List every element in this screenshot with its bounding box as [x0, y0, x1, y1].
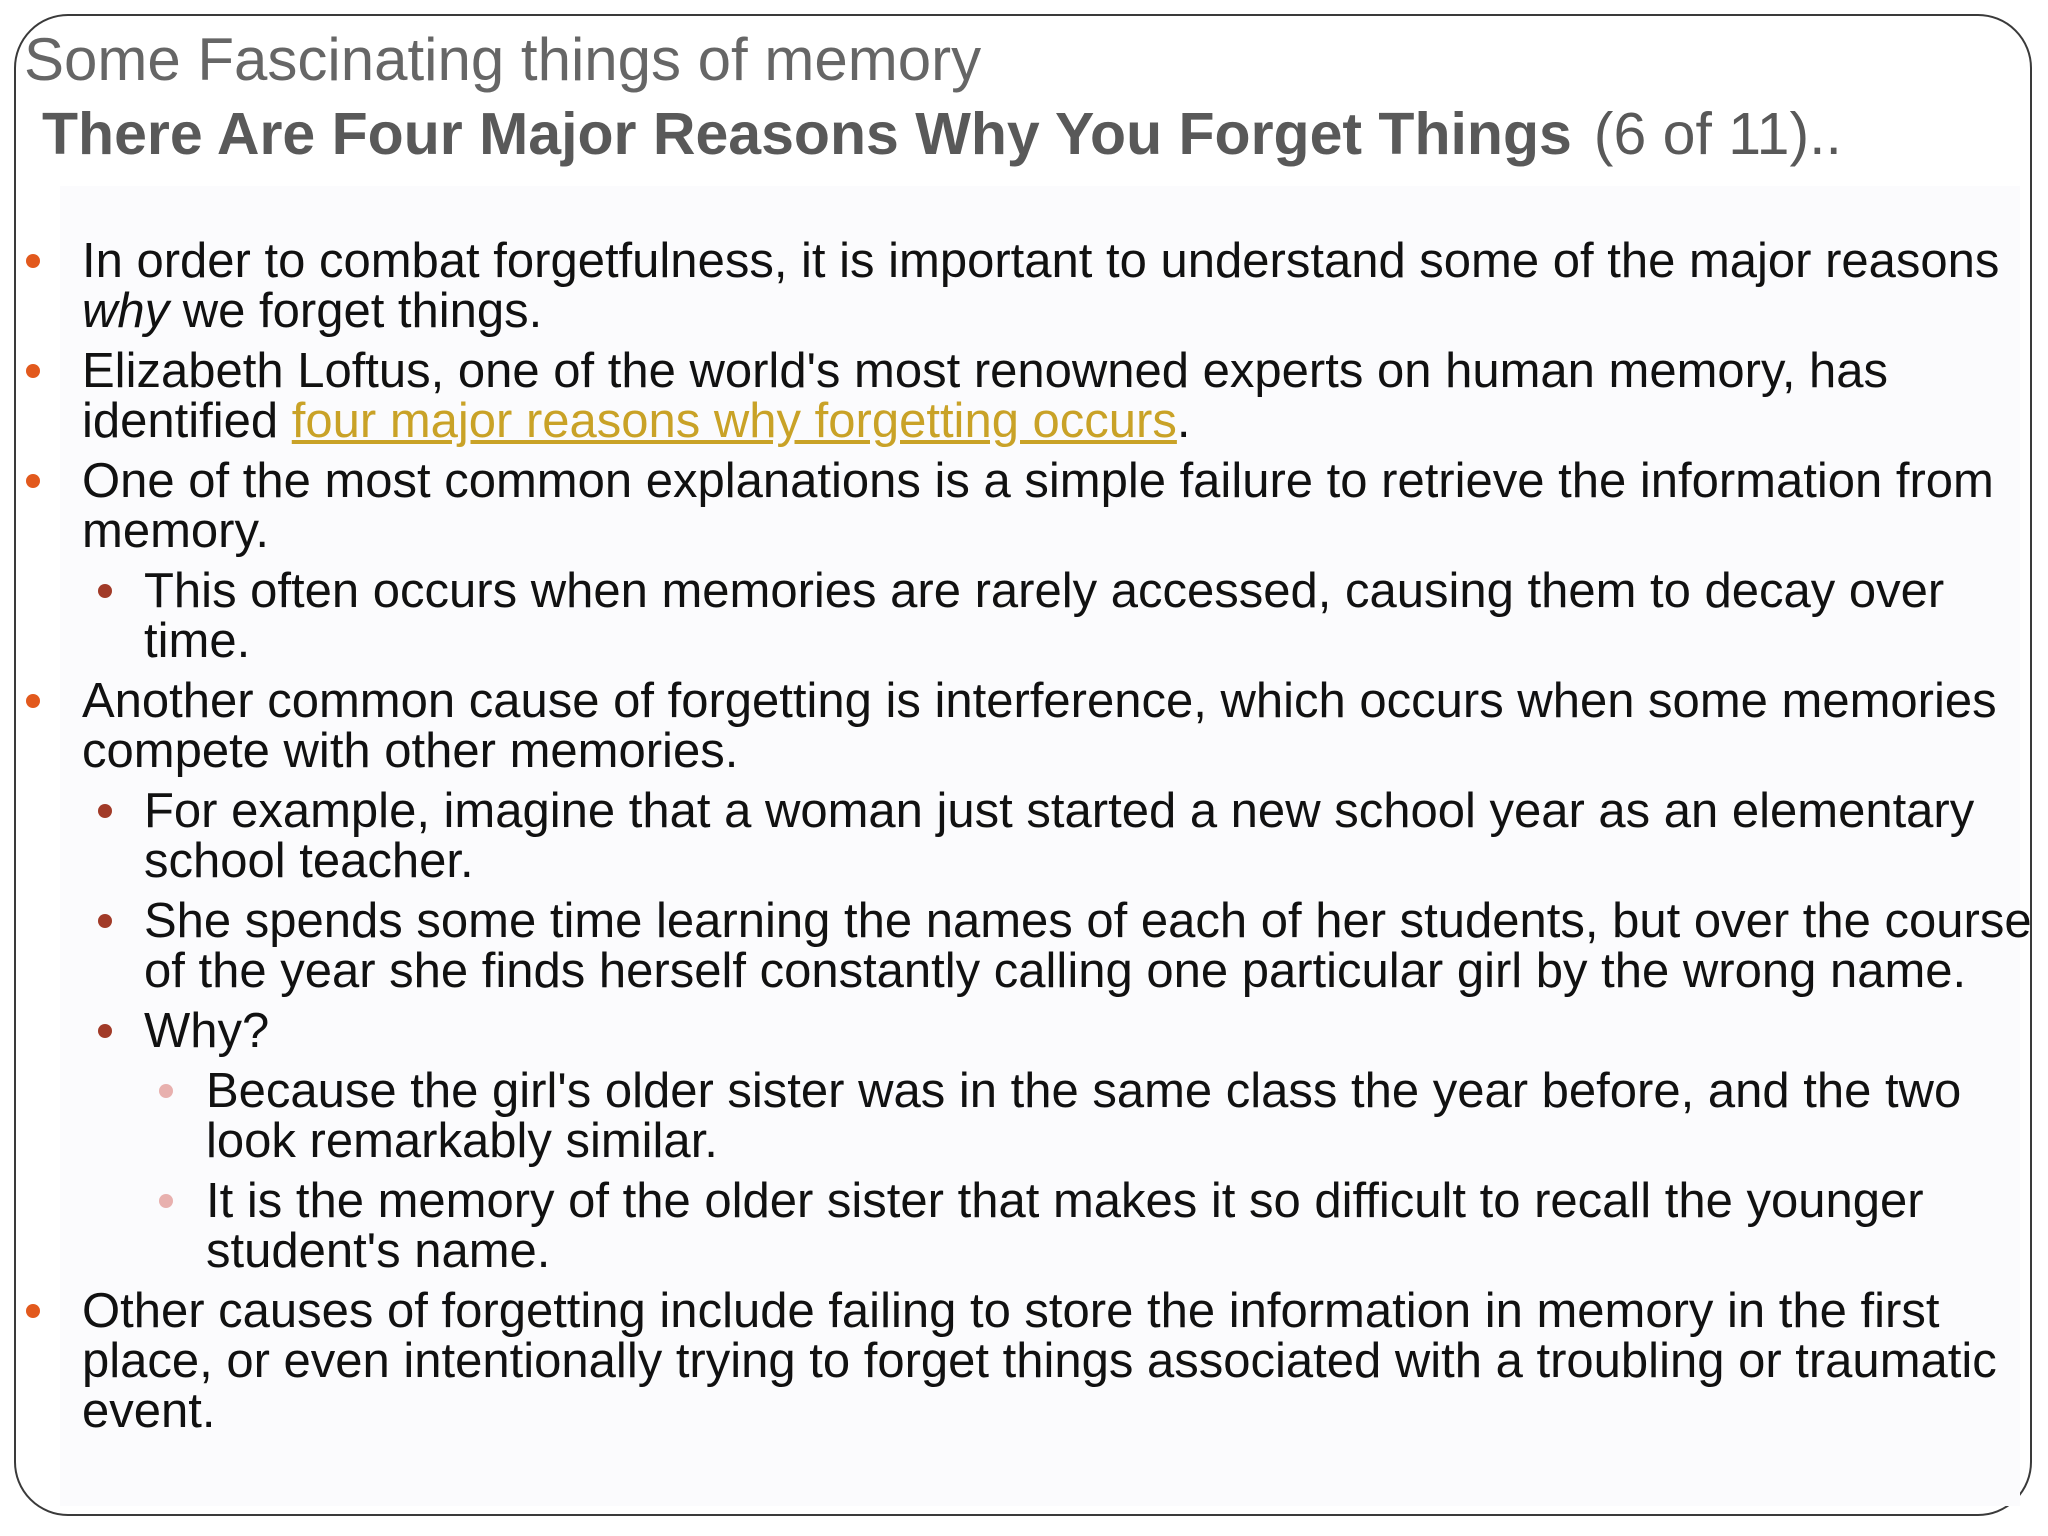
bullet-text: It is the memory of the older sister that makes it so difficult to recall the younger student's name. [206, 1174, 1924, 1278]
bullet-dot [26, 1304, 40, 1318]
bullet-text: Because the girl's older sister was in the same class the year before, and the two look remarkably similar. [206, 1064, 1962, 1168]
slide-title-text: There Are Four Major Reasons Why You Forget Things [42, 101, 1572, 167]
sub-bullet-item [0, 1006, 2048, 1056]
sub-bullet-item [0, 566, 2048, 666]
bullet-text: Why? [144, 1004, 270, 1058]
bullet-dot [26, 474, 40, 488]
bullet-item [0, 676, 2048, 776]
bullet-text: . [1176, 394, 1191, 448]
bullet-dot [26, 364, 40, 378]
slide-subtitle: Some Fascinating things of memory [24, 26, 982, 93]
sub-bullet-item [0, 786, 2048, 886]
forgetting-reasons-link[interactable]: four major reasons why forgetting occurs [291, 394, 1177, 448]
sub-sub-bullet-item [0, 1176, 2048, 1276]
bullet-dot [98, 1024, 112, 1038]
bullet-text: She spends some time learning the names of each of her students, but over the course of the year she finds herself constantly calling one particular girl by the wrong name. [144, 894, 2032, 998]
bullet-text: This often occurs when memories are rarely accessed, causing them to decay over time. [144, 564, 1945, 668]
sub-bullet-item [0, 896, 2048, 996]
bullet-text: In order to combat forgetfulness, it is important to understand some of the major reasons [82, 234, 2000, 288]
slide-page-count: (6 of 11).. [1593, 101, 1842, 167]
sub-sub-bullet-item [0, 1066, 2048, 1166]
bullet-item [0, 346, 2048, 446]
bullet-item [0, 1286, 2048, 1436]
bullet-dot [98, 804, 112, 818]
bullet-list [0, 236, 2048, 1446]
bullet-dot [159, 1084, 173, 1098]
bullet-text: Other causes of forgetting include failing to store the information in memory in the first place, or even intentionally trying to forget things associated with a troubling or traumatic event. [82, 1284, 1997, 1438]
bullet-emphasis: why [82, 284, 170, 338]
bullet-text: we forget things. [169, 284, 543, 338]
bullet-item [0, 236, 2048, 336]
bullet-dot [98, 584, 112, 598]
bullet-dot [159, 1194, 173, 1208]
bullet-text: Another common cause of forgetting is interference, which occurs when some memories compete with other memories. [82, 674, 1997, 778]
bullet-dot [26, 254, 40, 268]
bullet-text: For example, imagine that a woman just started a new school year as an elementary school teacher. [144, 784, 1975, 888]
bullet-dot [98, 914, 112, 928]
bullet-text: Elizabeth Loftus, one of the world's most renowned experts on human memory, has identified [82, 344, 1889, 448]
slide-title [42, 98, 1842, 170]
bullet-dot [26, 694, 40, 708]
bullet-text: One of the most common explanations is a simple failure to retrieve the information from memory. [82, 454, 1994, 558]
bullet-item [0, 456, 2048, 556]
